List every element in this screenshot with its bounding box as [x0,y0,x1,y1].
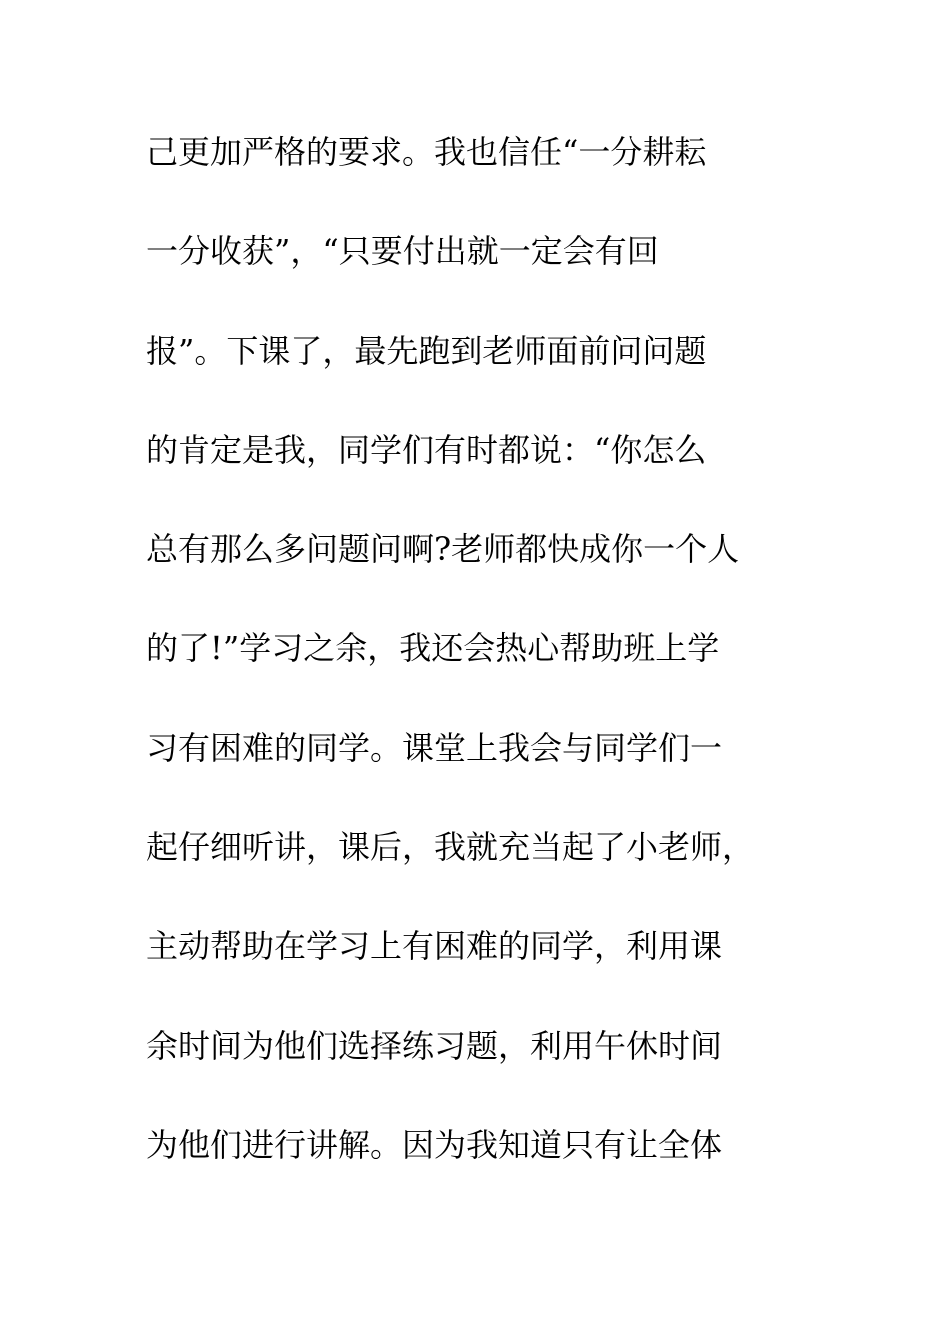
text-line-8: 起仔细听讲，课后，我就充当起了小老师， [146,828,755,867]
text-line-5: 总有那么多问题问啊?老师都快成你一个人 [146,530,740,569]
body-text [146,128,826,1220]
text-line-9: 主动帮助在学习上有困难的同学，利用课 [146,927,723,966]
text-line-2: 一分收获”，“只要付出就一定会有回 [146,232,659,271]
text-line-6: 的了!”学习之余，我还会热心帮助班上学 [146,629,720,668]
text-line-4: 的肯定是我，同学们有时都说：“你怎么 [146,430,707,469]
text-line-7: 习有困难的同学。课堂上我会与同学们一 [146,728,723,767]
text-line-3: 报”。下课了，最先跑到老师面前问问题 [146,331,707,370]
text-line-10: 余时间为他们选择练习题，利用午休时间 [146,1026,723,1065]
text-line-11: 为他们进行讲解。因为我知道只有让全体 [146,1125,723,1164]
text-line-1: 己更加严格的要求。我也信任“一分耕耘 [146,133,707,171]
